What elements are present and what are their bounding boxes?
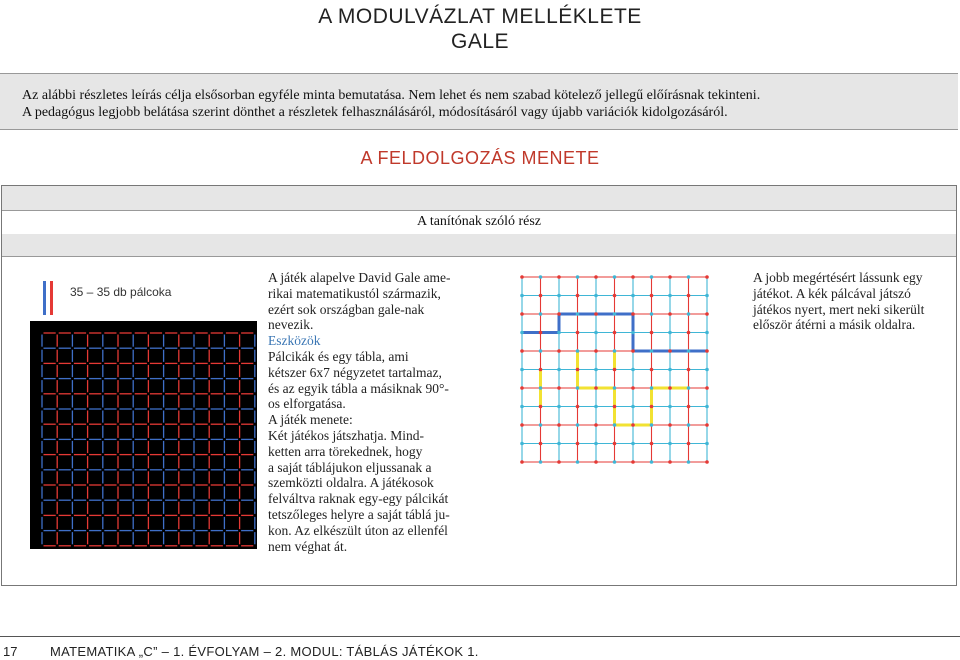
description-line: felváltva raknak egy-egy pálcikát (268, 491, 449, 507)
lattice-dot (705, 312, 709, 316)
description-line: kétszer 6x7 négyzetet tartalmaz, (268, 364, 442, 380)
lattice-dot (687, 368, 691, 372)
lattice-dot (705, 331, 709, 335)
description-line: ketten arra törekednek, hogy (268, 443, 423, 459)
lattice-dot (705, 349, 709, 353)
description-line: nevezik. (268, 317, 314, 333)
lattice-dot (650, 368, 654, 372)
lattice-dot (594, 331, 598, 335)
lattice-dot (613, 460, 617, 464)
lattice-dot (650, 294, 654, 298)
blue-stick-icon (50, 281, 53, 315)
lattice-dot (687, 294, 691, 298)
lattice-dot (668, 386, 672, 390)
lattice-dot (576, 275, 580, 279)
lattice-dot (650, 386, 654, 390)
lattice-dot (576, 460, 580, 464)
lattice-dot (520, 331, 524, 335)
explanation-line: játékos nyert, mert neki sikerült (753, 301, 925, 317)
description-line: os elforgatása. (268, 396, 346, 412)
description-line: A játék alapelve David Gale ame- (268, 270, 451, 285)
lattice-dot (613, 294, 617, 298)
lattice-dot (557, 460, 561, 464)
lattice-dot (705, 275, 709, 279)
lattice-dot (613, 442, 617, 446)
lattice-dot (539, 349, 543, 353)
lattice-dot (520, 294, 524, 298)
lattice-dot (613, 386, 617, 390)
lattice-dot (594, 423, 598, 427)
page-number: 17 (3, 644, 18, 659)
lattice-dot (613, 275, 617, 279)
box-top-band (2, 186, 956, 211)
lattice-dot (705, 294, 709, 298)
intro-line-1: Az alábbi részletes leírás célja elsősorban egyféle minta bemutatása. Nem lehet és nem szabad kötelező jellegű előírásnak tekinteni. (22, 88, 761, 103)
title-line-2: GALE (450, 30, 510, 53)
lattice-dot (650, 460, 654, 464)
lattice-dot (668, 460, 672, 464)
lattice-dot (557, 423, 561, 427)
lattice-dot (705, 368, 709, 372)
lattice-dot (705, 442, 709, 446)
lattice-dot (613, 331, 617, 335)
lattice-dot (557, 312, 561, 316)
lattice-dot (631, 294, 635, 298)
lattice-dot (557, 331, 561, 335)
lattice-dot (576, 386, 580, 390)
lattice-dot (594, 312, 598, 316)
lattice-dot (539, 423, 543, 427)
lattice-dot (520, 442, 524, 446)
lattice-dot (631, 442, 635, 446)
description-heading: Eszközök (268, 333, 321, 349)
lattice-dot (557, 386, 561, 390)
lattice-dot (594, 405, 598, 409)
lattice-dot (539, 442, 543, 446)
lattice-dot (594, 442, 598, 446)
lattice-dot (650, 423, 654, 427)
explanation-line: először átérni a másik oldalra. (753, 317, 916, 333)
lattice-dot (668, 368, 672, 372)
explanation-line: A jobb megértésért lássunk egy (753, 270, 923, 285)
lattice-dot (557, 368, 561, 372)
lattice-dot (631, 423, 635, 427)
lattice-dot (705, 405, 709, 409)
lattice-dot (520, 460, 524, 464)
description-line: A játék menete: (268, 412, 353, 428)
lattice-dot (650, 442, 654, 446)
lattice-dot (576, 405, 580, 409)
section-title: A FELDOLGOZÁS MENETE (360, 148, 600, 168)
sticks-icon (42, 281, 56, 315)
lattice-dot (687, 405, 691, 409)
lattice-dot (594, 368, 598, 372)
description-text (268, 270, 480, 554)
game-board-image (30, 321, 257, 549)
lattice-dot (594, 349, 598, 353)
lattice-dot (539, 460, 543, 464)
lattice-dot (520, 386, 524, 390)
lattice-dot (687, 423, 691, 427)
page-title (0, 4, 960, 54)
lattice-dot (631, 460, 635, 464)
description-line: rikai matematikustól származik, (268, 285, 441, 301)
lattice-dot (539, 294, 543, 298)
lattice-dot (650, 405, 654, 409)
lattice-dot (650, 349, 654, 353)
lattice-dot (576, 349, 580, 353)
lattice-dot (520, 368, 524, 372)
description-line: kon. Az elkészült úton az ellenfél (268, 522, 448, 538)
lattice-dot (668, 442, 672, 446)
lattice-dot (594, 275, 598, 279)
lattice-dot (557, 442, 561, 446)
lattice-dot (539, 312, 543, 316)
lattice-dot (539, 331, 543, 335)
lattice-dot (613, 405, 617, 409)
footer-text: MATEMATIKA „C” – 1. ÉVFOLYAM – 2. MODUL: TÁBLÁS JÁTÉKOK 1. (50, 644, 479, 659)
lattice-dot (705, 460, 709, 464)
description-line: nem véghat át. (268, 538, 348, 554)
lattice-dot (539, 275, 543, 279)
lattice-dot (613, 349, 617, 353)
lattice-dot (557, 275, 561, 279)
lattice-dot (576, 294, 580, 298)
title-line-1: A MODULVÁZLAT MELLÉKLETE (318, 5, 642, 28)
box-header: A tanítónak szóló rész (2, 210, 956, 235)
lattice-dot (631, 349, 635, 353)
lattice-dot (668, 275, 672, 279)
lattice-dot (687, 386, 691, 390)
description-line: és az egyik tábla a másiknak 90°- (268, 380, 449, 396)
lattice-dot (613, 312, 617, 316)
lattice-dot (594, 294, 598, 298)
description-line: szemközti oldalra. A játékosok (268, 475, 434, 491)
lattice-dot (650, 331, 654, 335)
lattice-dot (687, 442, 691, 446)
description-line: ezért sok országban gale-nak (268, 301, 425, 317)
lattice-dot (594, 386, 598, 390)
red-stick-icon (43, 281, 46, 315)
lattice-dot (539, 386, 543, 390)
lattice-dot (668, 331, 672, 335)
lattice-dot (576, 312, 580, 316)
lattice-dot (520, 349, 524, 353)
lattice-dot (539, 368, 543, 372)
lattice-dot (631, 312, 635, 316)
lattice-dot (705, 386, 709, 390)
explanation-line: játékot. A kék pálcával játszó (753, 285, 911, 301)
explanation-text (753, 270, 958, 333)
lattice-dot (576, 442, 580, 446)
lattice-dot (687, 349, 691, 353)
lattice-dot (687, 275, 691, 279)
example-game-diagram (512, 267, 722, 477)
lattice-dot (687, 331, 691, 335)
footer-rule (0, 636, 960, 637)
lattice-dot (668, 294, 672, 298)
lattice-dot (520, 405, 524, 409)
lattice-dot (668, 349, 672, 353)
lattice-dot (576, 423, 580, 427)
description-line: tetszőleges helyre a saját táblá ju- (268, 506, 450, 522)
lattice-dot (650, 312, 654, 316)
lattice-dot (557, 294, 561, 298)
lattice-dot (668, 405, 672, 409)
lattice-dot (631, 275, 635, 279)
lattice-dot (631, 368, 635, 372)
lattice-dot (520, 312, 524, 316)
lattice-dot (705, 423, 709, 427)
intro-line-2: A pedagógus legjobb belátása szerint dönthet a részletek felhasználásáról, módosításáról vagy újabb variációk kidolgozásáról. (22, 105, 728, 120)
lattice-dot (520, 275, 524, 279)
lattice-dot (613, 368, 617, 372)
description-line: Pálcikák és egy tábla, ami (268, 348, 409, 364)
lattice-dot (631, 331, 635, 335)
lattice-dot (650, 275, 654, 279)
lattice-dot (539, 405, 543, 409)
description-line: Két játékos játszhatja. Mind- (268, 427, 424, 443)
lattice-dot (594, 460, 598, 464)
lattice-dot (631, 386, 635, 390)
intro-banner (0, 73, 958, 130)
lattice-dot (576, 331, 580, 335)
description-line: a saját táblájukon eljussanak a (268, 459, 432, 475)
lattice-dot (687, 460, 691, 464)
lattice-dot (668, 423, 672, 427)
lattice-dot (557, 349, 561, 353)
lattice-dot (668, 312, 672, 316)
lattice-dot (687, 312, 691, 316)
lattice-dot (520, 423, 524, 427)
sticks-label: 35 – 35 db pálcoka (70, 285, 172, 299)
box-gray-band (2, 234, 956, 257)
lattice-dot (613, 423, 617, 427)
lattice-dot (557, 405, 561, 409)
lattice-dot (576, 368, 580, 372)
lattice-dot (631, 405, 635, 409)
